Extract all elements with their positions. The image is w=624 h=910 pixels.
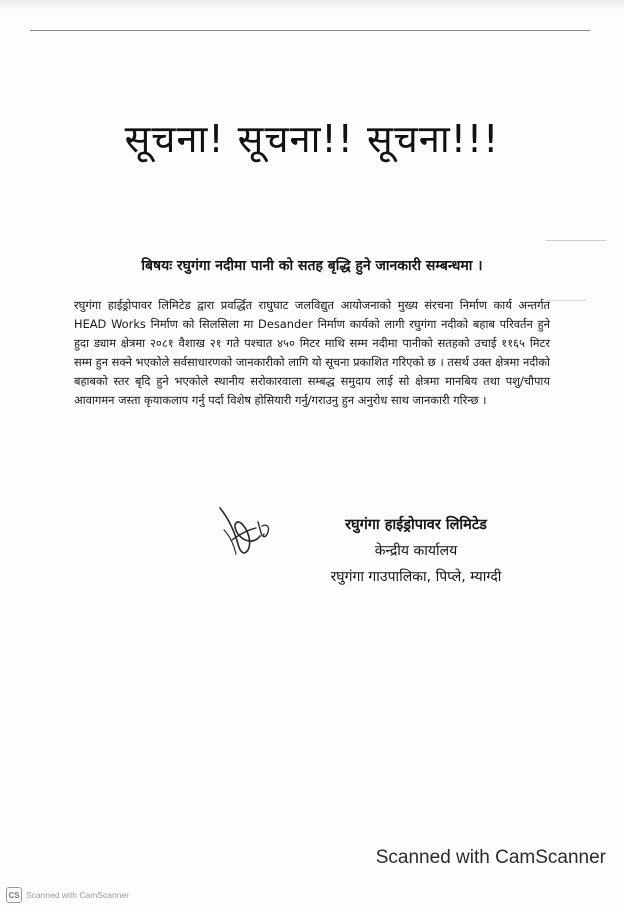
margin-mark-2 <box>546 300 586 301</box>
camscanner-logo-icon: CS <box>6 887 22 903</box>
margin-mark <box>546 240 606 241</box>
handwritten-signature <box>214 500 280 560</box>
watermark-text: Scanned with CamScanner <box>26 890 130 900</box>
top-divider-line <box>30 30 590 31</box>
office-address: रघुगंगा गाउपालिका, पिप्ले, म्याग्दी <box>330 569 502 585</box>
signature-block <box>296 512 536 590</box>
notice-headline: सूचना! सूचना!! सूचना!!! <box>124 117 500 161</box>
camscanner-watermark <box>6 886 129 904</box>
notice-body-paragraph: रघुगंगा हाईड्रोपावर लिमिटेड द्वारा प्रवर्द्धित राघुघाट जलविद्युत आयोजनाको मुख्य संरचना निर्माण कार्य अन्तर्गत HEAD Works निर्माण को सिलसिला मा Desander निर्माण कार्यको लागी रघुगंगा नदीको बहाब परिवर्तन हुने हुदा ड्याम क्षेत्रमा २०८१ वैशाख २१ गते पश्चात ४५० मिटर माथि सम्म नदीमा पानीको सतहको उचाई ११६५ मिटर सम्म हुन सक्ने भएकोले सर्वसाधारणको जानकारीको लागि यो सूचना प्रकाशित गरिएको छ । तसर्थ उक्त क्षेत्रमा नदीको बहाबको स्तर बृदि हुने भएकोले स्थानीय सरोकारवाला सम्बद्ध समुदाय लाई सो क्षेत्रमा मानबिय तथा पशु/चौपाय आवागमन जस्ता कृयाकलाप गर्नु पर्दा विशेष होसियारी गर्नु/गराउनु हुन अनुरोध साथ जानकारी गरिन्छ । <box>74 298 550 407</box>
office-name: केन्द्रीय कार्यालय <box>374 543 458 559</box>
notice-subject: बिषयः रघुगंगा नदीमा पानी को सतह बृद्धि हुने जानकारी सम्बन्धमा । <box>141 258 483 274</box>
scan-edge-shadow <box>0 0 624 10</box>
organization-name: रघुगंगा हाईड्रोपावर लिमिटेड <box>345 517 487 533</box>
scanner-banner-text: Scanned with CamScanner <box>375 847 606 868</box>
